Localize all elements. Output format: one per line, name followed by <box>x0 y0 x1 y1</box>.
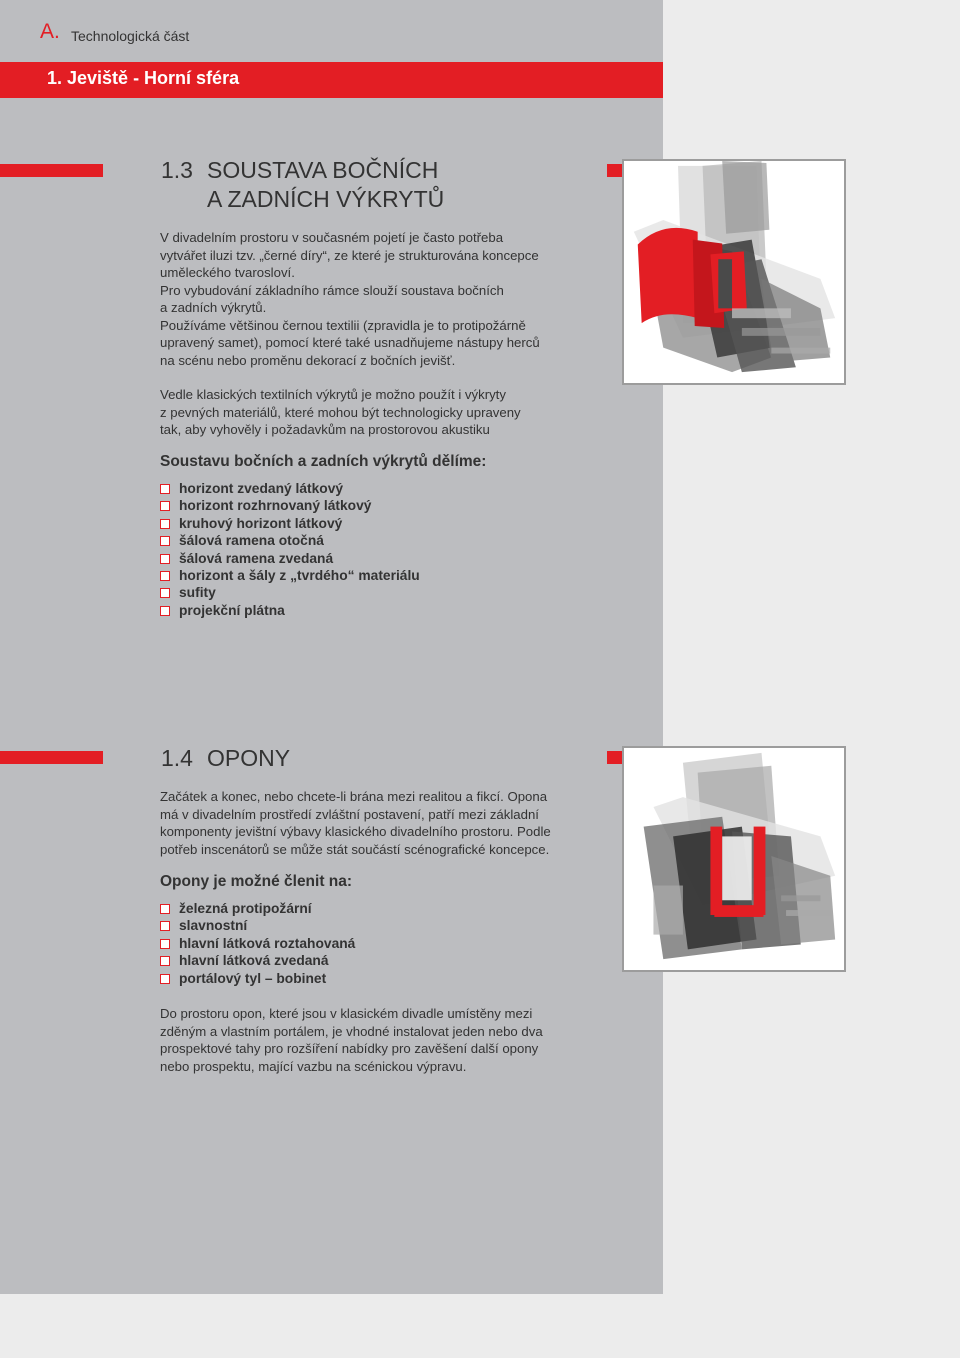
bullet-box-icon <box>160 921 170 931</box>
page-header <box>0 0 663 62</box>
text-line: na scénu nebo proměnu dekorací z bočních jevišť. <box>160 352 456 368</box>
bullet-box-icon <box>160 588 170 598</box>
section-13-title-line1: SOUSTAVA BOČNÍCH <box>207 157 439 183</box>
text-line: prospektové tahy pro rozšíření nabídky pro zavěšení další opony <box>160 1041 539 1056</box>
section-14-list <box>160 900 355 987</box>
stage-masking-3d-render <box>624 161 844 383</box>
section-name: Technologická část <box>71 28 190 44</box>
text-line: Začátek a konec, nebo chcete-li brána mezi realitou a fikcí. Opona <box>160 789 548 804</box>
list-item: hlavní látková roztahovaná <box>160 935 355 952</box>
stage-curtains-3d-render <box>624 748 844 970</box>
section-14-paragraph-2 <box>160 1005 580 1075</box>
text-line: Pro vybudování základního rámce slouží soustava bočních <box>160 282 504 298</box>
bullet-box-icon <box>160 974 170 984</box>
section-13-paragraph-2 <box>160 386 580 439</box>
text-line: Do prostoru opon, které jsou v klasickém divadle umístěny mezi <box>160 1006 533 1021</box>
bullet-box-icon <box>160 956 170 966</box>
section-marker-left <box>0 751 103 764</box>
section-13-heading <box>161 156 444 214</box>
list-item: horizont rozhrnovaný látkový <box>160 497 420 514</box>
section-13-title-line2: A ZADNÍCH VÝKRYTŮ <box>207 186 445 212</box>
section-13-list <box>160 480 420 619</box>
bullet-box-icon <box>160 554 170 564</box>
bullet-box-icon <box>160 939 170 949</box>
text-line: Vedle klasických textilních výkrytů je možno použít i výkryty <box>160 387 506 402</box>
list-item: šálová ramena zvedaná <box>160 550 420 567</box>
section-14-number: 1.4 <box>161 745 193 771</box>
curtains-illustration <box>622 746 846 972</box>
section-14-title: OPONY <box>207 745 291 771</box>
text-line: Používáme většinou černou textilii (zpravidla je to protipožárně <box>160 317 526 333</box>
bullet-box-icon <box>160 571 170 581</box>
text-line: upravený samet), pomocí které také usnadňujeme nástupy herců <box>160 335 540 350</box>
section-14-intro <box>160 788 580 858</box>
bullet-box-icon <box>160 501 170 511</box>
section-14-list-heading: Opony je možné členit na: <box>160 873 353 890</box>
bullet-box-icon <box>160 484 170 494</box>
list-item: slavnostní <box>160 917 355 934</box>
list-item: sufity <box>160 584 420 601</box>
section-marker-left <box>0 164 103 177</box>
text-line: má v divadelním prostředí zvláštní postavení, patří mezi základní <box>160 806 539 822</box>
text-line: z pevných materiálů, které mohou být technologicky upraveny <box>160 404 521 420</box>
bullet-box-icon <box>160 904 170 914</box>
text-line: vytvářet iluzi tzv. „černé díry“, ze které je strukturována koncepce <box>160 247 539 263</box>
list-item: portálový tyl – bobinet <box>160 970 355 987</box>
text-line: tak, aby vyhověly i požadavkům na prostorovou akustiku <box>160 422 490 437</box>
list-item: kruhový horizont látkový <box>160 515 420 532</box>
text-line: V divadelním prostoru v současném pojetí je často potřeba <box>160 230 504 245</box>
chapter-title: 1. Jeviště - Horní sféra <box>47 68 240 88</box>
list-item: železná protipožární <box>160 900 355 917</box>
bullet-box-icon <box>160 606 170 616</box>
text-line: a zadních výkrytů. <box>160 300 267 315</box>
list-item: horizont zvedaný látkový <box>160 480 420 497</box>
text-line: nebo prospektu, mající vazbu na scénickou výpravu. <box>160 1058 467 1074</box>
side-masking-illustration <box>622 159 846 385</box>
bullet-box-icon <box>160 536 170 546</box>
section-marker-right <box>607 164 623 177</box>
section-marker-right <box>607 751 623 764</box>
section-13-number: 1.3 <box>161 157 193 183</box>
list-item: horizont a šály z „tvrdého“ materiálu <box>160 567 420 584</box>
text-line: potřeb inscenátorů se může stát součástí scénografické koncepce. <box>160 841 550 857</box>
section-letter: A. <box>40 20 60 43</box>
text-line: uměleckého tvarosloví. <box>160 265 295 280</box>
list-item: hlavní látková zvedaná <box>160 952 355 969</box>
text-line: zděným a vlastním portálem, je vhodné instalovat jeden nebo dva <box>160 1023 543 1039</box>
text-line: komponenty jevištní výbavy klasického divadelního prostoru. Podle <box>160 824 551 839</box>
section-13-list-heading: Soustavu bočních a zadních výkrytů dělíme: <box>160 453 487 470</box>
section-13-intro <box>160 229 580 369</box>
list-item: šálová ramena otočná <box>160 532 420 549</box>
section-14-heading <box>161 744 290 773</box>
list-item: projekční plátna <box>160 602 420 619</box>
bullet-box-icon <box>160 519 170 529</box>
